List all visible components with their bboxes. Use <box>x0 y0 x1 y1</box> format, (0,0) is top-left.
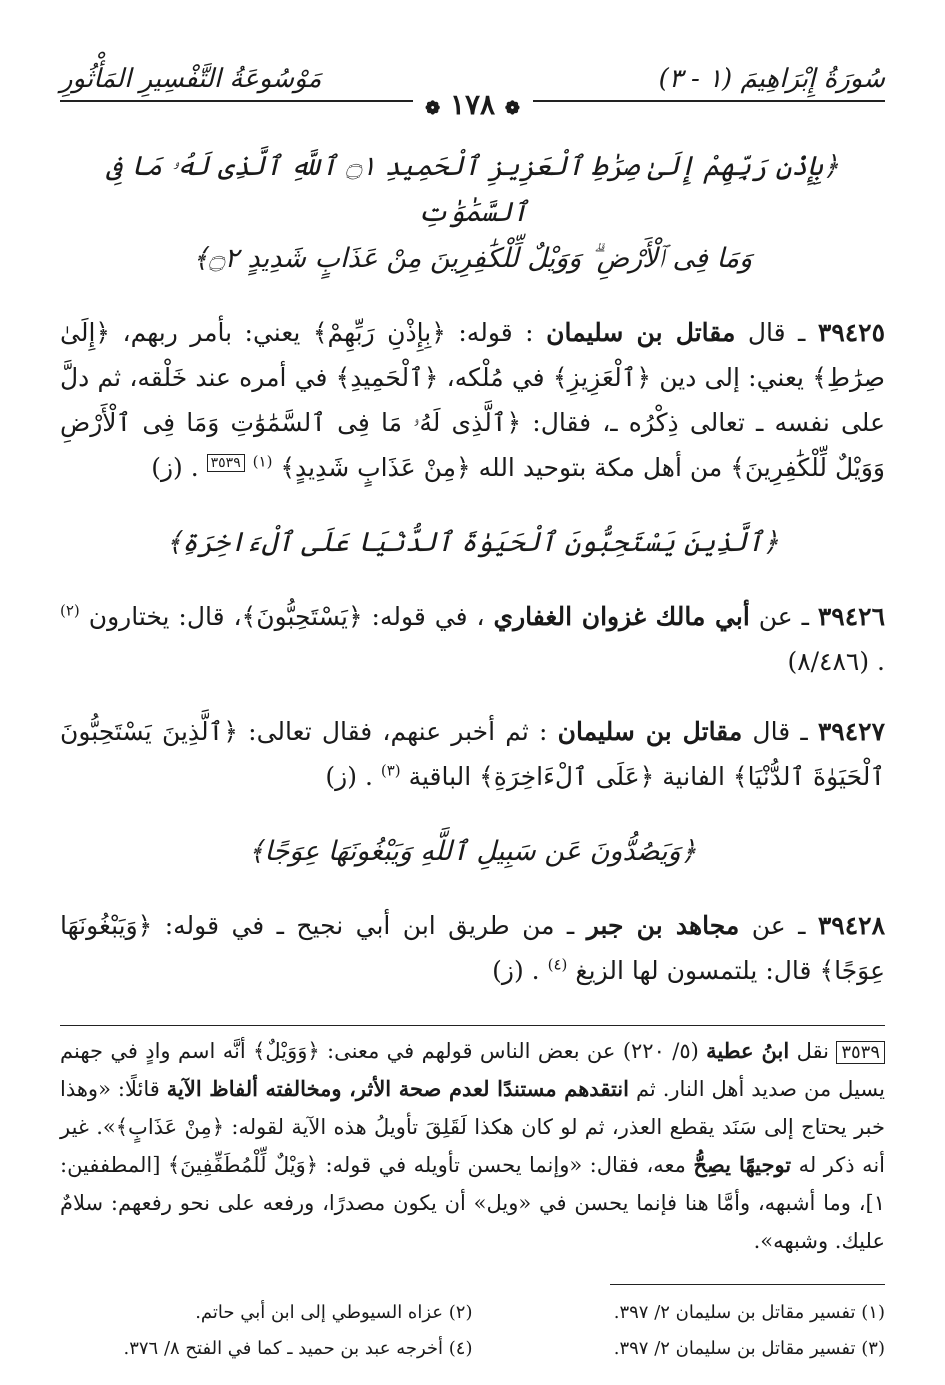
entry-number: ٣٩٤٢٥ <box>817 318 886 347</box>
entry-number: ٣٩٤٢٨ <box>817 911 886 940</box>
ornament-icon: ❁ <box>504 98 520 119</box>
entry-number: ٣٩٤٢٧ <box>817 717 885 746</box>
narration-entry: ٣٩٤٢٦ ـ عن أبي مالك غزوان الغفاري ، في قوله: ﴿يَسْتَحِبُّونَ﴾، قال: يختارون $^{(٢)}$ . (٨/٤٨٦) <box>60 601 886 676</box>
narrator-name: مقاتل بن سليمان <box>546 318 736 347</box>
footnote-divider <box>610 1284 885 1285</box>
commentary-note: ٣٥٣٩ نقل ابنُ عطية (٥/ ٢٢٠) عن بعض الناس قولهم في معنى: ﴿وَوَيْلٌ﴾ أنَّه اسم وادٍ في جهنم يسيل من صديد أهل النار. ثم انتقدهم مستندًا لعدم صحة الأثر، ومخالفته ألفاظ الآية قائلًا: «وهذا خبر يحتاج إلى سَنَد يقطع العذر، ثم لو كان هكذا لَقَلِقَ تأويلُ هذه الآية لقوله: ﴿مِنْ عَذَابٍ﴾». غير أنه ذكر له توجيهًا يصِحُّ معه، فقال: «وإنما يحسن تأويله في قوله: ﴿وَيْلٌ لِّلْمُطَفِّفِينَ﴾ [المطففين: ١]، وما أشبهه، وأمَّا هنا فإنما يحسن في «ويل» أن يكون مصدرًا، ورفعه على نحو رفعهم: سلامٌ عليك. وشبهه». <box>60 1038 886 1253</box>
cross-reference-box: ٣٥٣٩ <box>207 454 245 472</box>
quran-verse-block <box>60 520 885 566</box>
book-page <box>60 60 885 1367</box>
narration-entry: ٣٩٤٢٥ ـ قال مقاتل بن سليمان : قوله: ﴿بِإِذْنِ رَبِّهِمْ﴾ يعني: بأمر ربهم، ﴿إِلَىٰ صِرَٰطِ﴾ يعني: إلى دين ﴿ٱلْعَزِيزِ﴾ في مُلْكه، ﴿ٱلْحَمِيدِ﴾ في أمره عند خَلْقه، ثم دلَّ على نفسه ـ تعالى ذِكْرُه ـ، فقال: ﴿ٱلَّذِى لَهُۥ مَا فِى ٱلسَّمَٰوَٰتِ وَمَا فِى ٱلْأَرْضِ وَوَيْلٌ لِّلْكَٰفِرِينَ﴾ من أهل مكة بتوحيد الله ﴿مِنْ عَذَابٍ شَدِيدٍ﴾ $^{(١)}$ $^{٣٥٣٩}$ . (ز) <box>60 318 886 482</box>
narrator-name: أبي مالك غزوان الغفاري <box>493 602 750 631</box>
verse-line: وَمَا فِى ٱلْأَرْضِ ۗ وَوَيْلٌ لِّلْكَٰفِرِينَ مِنْ عَذَابٍ شَدِيدٍ ۝٢﴾ <box>192 243 753 274</box>
narrator-name: مقاتل بن سليمان <box>557 717 743 746</box>
entry-text: ، في قوله: ﴿يَسْتَحِبُّونَ﴾، قال: يختارون <box>88 602 485 631</box>
page-number-block <box>413 88 533 121</box>
footnote: (٣) تفسير مقاتل بن سليمان ٢/ ٣٩٧. <box>613 1338 885 1359</box>
running-header <box>60 60 885 121</box>
footnote-marker: (٣) <box>380 761 401 780</box>
quran-verse-block <box>60 829 885 875</box>
note-reference-box: ٣٥٣٩ <box>836 1041 885 1064</box>
emphasis-text: انتقدهم مستندًا لعدم صحة الأثر، ومخالفته ألفاظ الآية <box>166 1076 629 1101</box>
ornament-icon: ❁ <box>425 98 441 119</box>
narration-entry: ٣٩٤٢٧ ـ قال مقاتل بن سليمان : ثم أخبر عنهم، فقال تعالى: ﴿ٱلَّذِينَ يَسْتَحِبُّونَ ٱلْحَيَوٰةَ ٱلدُّنْيَا﴾ الفانية ﴿عَلَى ٱلْءَاخِرَةِ﴾ الباقية $^{(٣)}$ . (ز) <box>60 717 885 791</box>
entry-text: : قوله: ﴿بِإِذْنِ رَبِّهِمْ﴾ يعني: بأمر ربهم، ﴿إِلَىٰ صِرَٰطِ﴾ يعني: إلى دين ﴿ٱلْعَزِيزِ﴾ في مُلْكه، ﴿ٱلْحَمِيدِ﴾ في أمره عند خَلْقه، ثم دلَّ على نفسه ـ تعالى ذِكْرُه ـ، فقال: ﴿ٱلَّذِى لَهُۥ مَا فِى ٱلسَّمَٰوَٰتِ وَمَا فِى ٱلْأَرْضِ وَوَيْلٌ لِّلْكَٰفِرِينَ﴾ من أهل مكة بتوحيد الله ﴿مِنْ عَذَابٍ شَدِيدٍ﴾ <box>60 318 885 482</box>
narrator-name: مجاهد بن جبر <box>586 911 740 940</box>
surah-title: سُورَةُ إِبْرَاهِيمَ (١ - ٣) <box>658 64 885 94</box>
footnote: (٤) أخرجه عبد بن حميد ـ كما في الفتح ٨/ ٣٧٦. <box>123 1338 473 1359</box>
page-number: ١٧٨ <box>449 88 496 121</box>
footnote: (٢) عزاه السيوطي إلى ابن أبي حاتم. <box>195 1302 473 1323</box>
footnote-marker: (٢) <box>60 601 80 620</box>
quran-verse-block <box>60 144 885 282</box>
narration-entry: ٣٩٤٢٨ ـ عن مجاهد بن جبر ـ من طريق ابن أبي نجيح ـ في قوله: ﴿وَيَبْغُونَهَا عِوَجًا﴾ قال: يلتمسون لها الزيغ $^{(٤)}$ . (ز) <box>60 911 886 985</box>
entry-text: : ثم أخبر عنهم، فقال تعالى: ﴿ٱلَّذِينَ يَسْتَحِبُّونَ ٱلْحَيَوٰةَ ٱلدُّنْيَا﴾ الفانية ﴿عَلَى ٱلْءَاخِرَةِ﴾ الباقية <box>60 717 885 791</box>
verse-line: ﴿ٱلَّذِينَ يَسْتَحِبُّونَ ٱلْحَيَوٰةَ ٱلدُّنْيَا عَلَى ٱلْءَاخِرَةِ﴾ <box>166 527 779 558</box>
footnote-marker: (٤) <box>547 955 568 974</box>
verse-line: ﴿وَيَصُدُّونَ عَن سَبِيلِ ٱللَّهِ وَيَبْغُونَهَا عِوَجًا﴾ <box>248 836 697 867</box>
footnote-marker: (١) <box>252 452 273 471</box>
scholar-name: ابنُ عطية <box>706 1038 790 1063</box>
verse-line: ﴿بِإِذْنِ رَبِّهِمْ إِلَىٰ صِرَٰطِ ٱلْعَزِيزِ ٱلْحَمِيدِ ۝١ ٱللَّهِ ٱلَّذِى لَهُۥ مَا فِى ٱلسَّمَٰوَٰتِ <box>106 151 839 228</box>
footnotes <box>60 1295 885 1367</box>
emphasis-text: توجيهًا يصِحُّ <box>693 1152 792 1177</box>
section-divider <box>60 1025 885 1026</box>
work-title: مَوْسُوعَةُ التَّفْسِيرِ المَأْثُورِ <box>60 64 322 94</box>
footnote: (١) تفسير مقاتل بن سليمان ٢/ ٣٩٧. <box>613 1302 885 1323</box>
entry-text: ـ من طريق ابن أبي نجيح ـ في قوله: ﴿وَيَبْغُونَهَا عِوَجًا﴾ قال: يلتمسون لها الزيغ <box>60 911 885 985</box>
entry-number: ٣٩٤٢٦ <box>817 602 886 631</box>
